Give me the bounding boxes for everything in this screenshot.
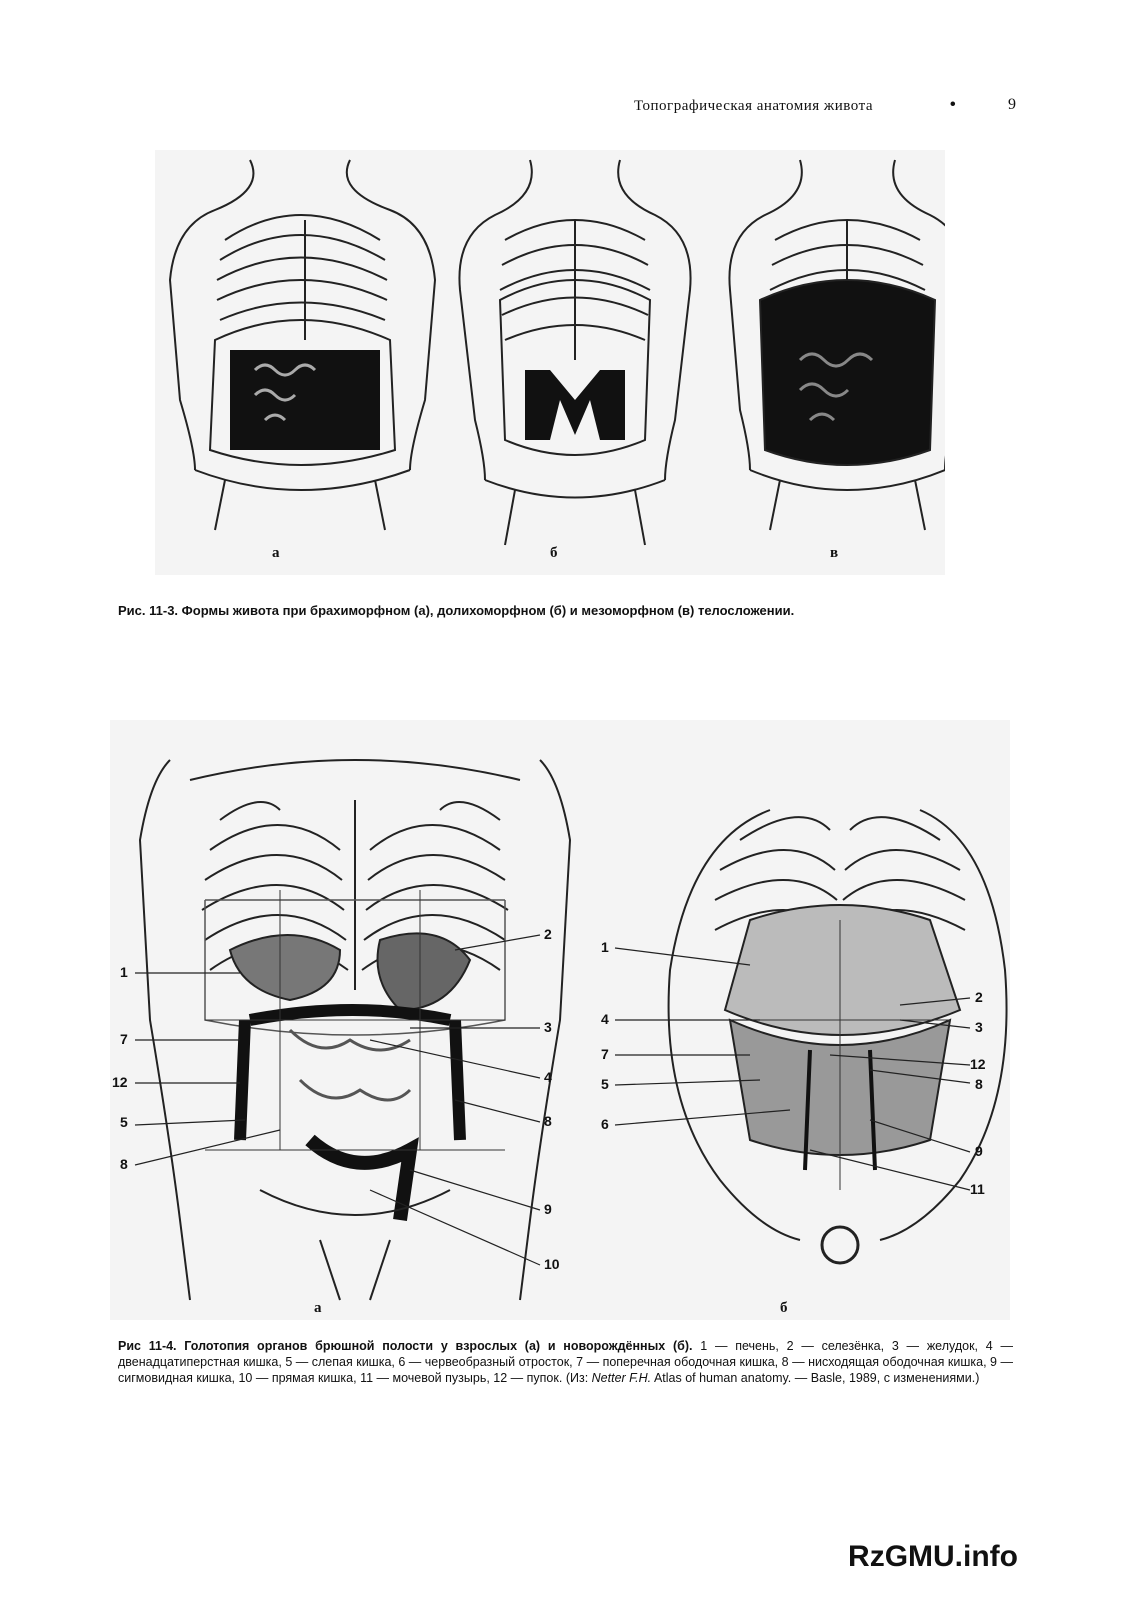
adult-callout-10: 10: [544, 1256, 560, 1272]
figure2-caption-source-prefix: (Из:: [565, 1371, 592, 1385]
figure2-label-b: б: [780, 1300, 788, 1316]
figure2-label-a: а: [314, 1300, 322, 1316]
site-watermark: RzGMU.info: [848, 1540, 1018, 1573]
newborn-callout-8: 8: [975, 1076, 983, 1092]
figure-abdomen-shapes: [155, 150, 945, 575]
newborn-callout-6: 6: [601, 1116, 609, 1132]
newborn-callout-3: 3: [975, 1019, 983, 1035]
figure1-label-a: а: [272, 545, 280, 561]
figure1-label-b: б: [550, 545, 558, 561]
figure-organ-holotopy-drawing: [110, 720, 1010, 1320]
running-header-title: Топографическая анатомия живота: [634, 98, 873, 114]
adult-callout-2: 2: [544, 926, 552, 942]
adult-callout-3: 3: [544, 1019, 552, 1035]
figure1-caption: [118, 603, 1018, 619]
adult-callout-9: 9: [544, 1201, 552, 1217]
adult-callout-8-right: 8: [544, 1113, 552, 1129]
page-number: 9: [1008, 96, 1016, 113]
figure1-caption-label: Рис. 11-3.: [118, 603, 179, 618]
newborn-callout-5: 5: [601, 1076, 609, 1092]
adult-callout-7: 7: [120, 1031, 128, 1047]
figure2-caption-source-rest: Atlas of human anatomy. — Basle, 1989, с изменениями.): [651, 1371, 980, 1385]
figure-abdomen-shapes-drawing: [155, 150, 945, 575]
figure2-caption-label: Рис 11-4.: [118, 1339, 177, 1353]
figure1-label-c: в: [830, 545, 839, 561]
figure1-caption-text: Формы живота при брахиморфном (а), долихоморфном (б) и мезоморфном (в) телосложении.: [181, 603, 795, 618]
running-header-bullet: •: [950, 96, 956, 113]
adult-callout-8-left: 8: [120, 1156, 128, 1172]
newborn-callout-1: 1: [601, 939, 609, 955]
newborn-callout-4: 4: [601, 1011, 609, 1027]
newborn-callout-9: 9: [975, 1143, 983, 1159]
newborn-callout-2: 2: [975, 989, 983, 1005]
adult-callout-4: 4: [544, 1069, 552, 1085]
figure2-caption-source-author: Netter F.H.: [591, 1371, 652, 1385]
figure-organ-holotopy: [110, 720, 1010, 1320]
torso-dolichomorph: [459, 160, 690, 545]
newborn-callout-7: 7: [601, 1046, 609, 1062]
adult-callout-12: 12: [112, 1074, 128, 1090]
figure2-caption-legend: 1 — печень, 2 — селезёнка, 3 — желудок, 4 — двенадцатиперстная кишка, 5 — слепая кишка, 6 — червеобразный отросток, 7 — поперечная ободочная кишка, 8 — нисходящая ободочная кишка, 9 — сигмовидная кишка, 10 — прямая кишка, 11 — мочевой пузырь, 12 — пупок.: [118, 1339, 1013, 1385]
figure2-caption-title: Голотопия органов брюшной полости у взрослых (а) и новорождённых (б).: [184, 1339, 693, 1353]
adult-torso: [140, 760, 570, 1300]
torso-mesomorph: [729, 160, 945, 530]
newborn-torso: [669, 810, 1007, 1263]
adult-callout-lines: [135, 935, 540, 1265]
figure2-caption: [118, 1338, 1013, 1386]
newborn-callout-11: 11: [970, 1181, 985, 1197]
adult-callout-5: 5: [120, 1114, 128, 1130]
torso-brachymorph: [170, 160, 435, 530]
adult-callout-1: 1: [120, 964, 128, 980]
newborn-callout-12: 12: [970, 1056, 986, 1072]
